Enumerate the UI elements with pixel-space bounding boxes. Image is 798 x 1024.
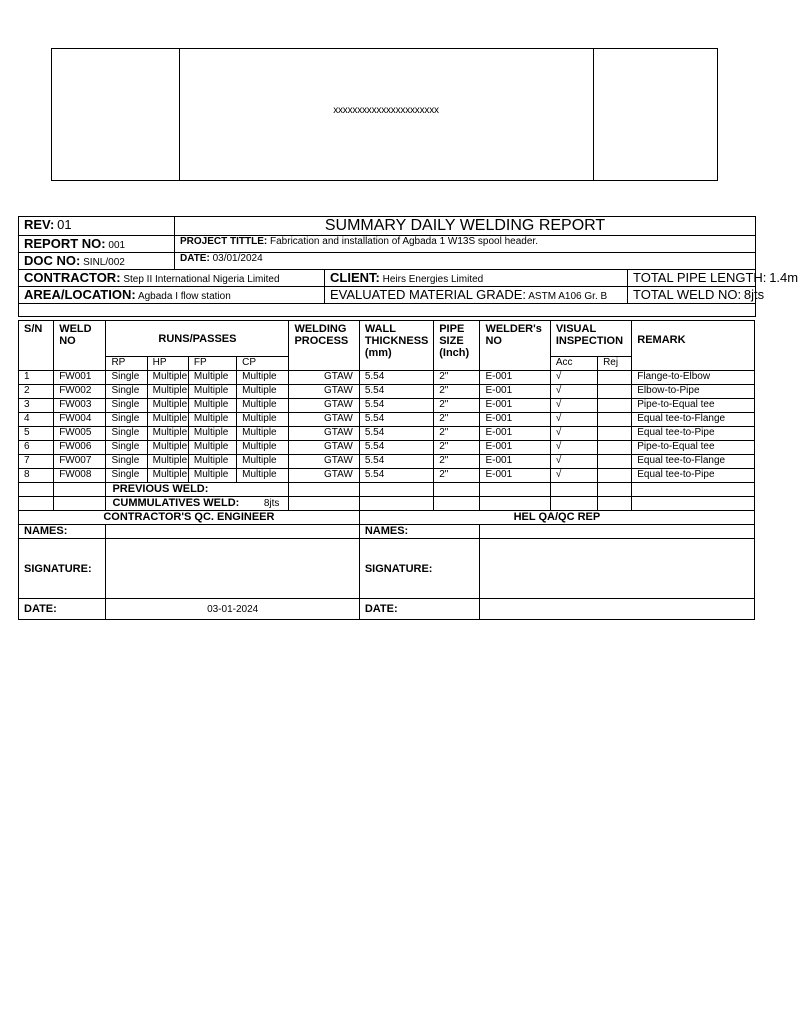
row-hp: Multiple (147, 455, 188, 469)
area-cell: AREA/LOCATION: Agbada I flow station (19, 287, 325, 304)
grade-cell: EVALUATED MATERIAL GRADE: ASTM A106 Gr. B (325, 287, 628, 304)
row-process: GTAW (289, 385, 359, 399)
row-hp: Multiple (147, 441, 188, 455)
row-rej (598, 427, 632, 441)
report-info-table (18, 216, 798, 317)
col-acc: Acc (550, 357, 597, 371)
contractor-qc-title: CONTRACTOR'S QC. ENGINEER (19, 511, 360, 525)
report-no-value: 001 (108, 240, 126, 251)
doc-no-value: SINL/002 (83, 257, 125, 268)
row-rej (598, 469, 632, 483)
col-size: PIPE SIZE (Inch) (434, 321, 480, 371)
row-size: 2" (434, 399, 480, 413)
project-cell: PROJECT TITTLE: Fabrication and installation of Agbada 1 W13S spool header. (175, 236, 756, 253)
row-cp: Multiple (237, 455, 289, 469)
row-acc: √ (550, 385, 597, 399)
row-fp: Multiple (188, 469, 236, 483)
report-no-cell: REPORT NO: 001 (19, 236, 175, 253)
col-welder: WELDER's NO (480, 321, 550, 371)
row-acc: √ (550, 371, 597, 385)
row-cp: Multiple (237, 469, 289, 483)
client-cell: CLIENT: Heirs Energies Limited (325, 270, 628, 287)
row-welder: E-001 (480, 455, 550, 469)
row-sn: 2 (19, 385, 54, 399)
col-fp: FP (188, 357, 236, 371)
row-weld-no: FW003 (54, 399, 106, 413)
row-sn: 5 (19, 427, 54, 441)
row-size: 2" (434, 469, 480, 483)
names-label-right: NAMES: (359, 525, 480, 539)
row-weld-no: FW004 (54, 413, 106, 427)
cumulative-weld-value: 8jts (263, 498, 280, 509)
row-sn: 7 (19, 455, 54, 469)
row-weld-no: FW008 (54, 469, 106, 483)
row-rp: Single (106, 371, 147, 385)
row-size: 2" (434, 385, 480, 399)
row-thickness: 5.54 (359, 413, 433, 427)
pipe-length-value: 1.4m (769, 270, 798, 285)
row-sn: 6 (19, 441, 54, 455)
row-acc: √ (550, 441, 597, 455)
row-size: 2" (434, 413, 480, 427)
col-cp: CP (237, 357, 289, 371)
row-remark: Pipe-to-Equal tee (632, 399, 755, 413)
row-cp: Multiple (237, 399, 289, 413)
row-hp: Multiple (147, 399, 188, 413)
col-rej: Rej (598, 357, 632, 371)
row-rej (598, 413, 632, 427)
row-thickness: 5.54 (359, 469, 433, 483)
table-row (19, 385, 755, 399)
row-cp: Multiple (237, 427, 289, 441)
row-acc: √ (550, 469, 597, 483)
header-placeholder: xxxxxxxxxxxxxxxxxxxxxx (333, 105, 439, 116)
row-fp: Multiple (188, 413, 236, 427)
row-rej (598, 399, 632, 413)
row-sn: 8 (19, 469, 54, 483)
grade-value: ASTM A106 Gr. B (528, 291, 608, 302)
row-size: 2" (434, 441, 480, 455)
weld-no-value: 8jts (743, 287, 765, 302)
names-value-left (106, 525, 359, 539)
contractor-value: Step II International Nigeria Limited (123, 274, 280, 285)
prev-sn (19, 483, 54, 497)
col-thickness: WALL THICKNESS (mm) (359, 321, 433, 371)
row-process: GTAW (289, 413, 359, 427)
row-hp: Multiple (147, 427, 188, 441)
row-process: GTAW (289, 455, 359, 469)
row-fp: Multiple (188, 441, 236, 455)
col-hp: HP (147, 357, 188, 371)
row-cp: Multiple (237, 385, 289, 399)
row-sn: 3 (19, 399, 54, 413)
row-weld-no: FW006 (54, 441, 106, 455)
cumulative-weld-cell: CUMMULATIVES WELD: 8jts (106, 497, 289, 511)
row-fp: Multiple (188, 371, 236, 385)
col-visual: VISUAL INSPECTION (550, 321, 631, 357)
row-hp: Multiple (147, 469, 188, 483)
table-row (19, 399, 755, 413)
report-title: SUMMARY DAILY WELDING REPORT (175, 217, 756, 236)
row-rp: Single (106, 399, 147, 413)
row-rp: Single (106, 385, 147, 399)
row-weld-no: FW002 (54, 385, 106, 399)
row-weld-no: FW007 (54, 455, 106, 469)
cum-sn (19, 497, 54, 511)
row-remark: Flange-to-Elbow (632, 371, 755, 385)
row-hp: Multiple (147, 413, 188, 427)
row-rp: Single (106, 441, 147, 455)
row-rp: Single (106, 413, 147, 427)
row-rp: Single (106, 427, 147, 441)
row-thickness: 5.54 (359, 455, 433, 469)
row-fp: Multiple (188, 385, 236, 399)
table-row (19, 455, 755, 469)
date-value-left: 03-01-2024 (106, 599, 359, 620)
row-rp: Single (106, 455, 147, 469)
names-value-right (480, 525, 755, 539)
date-label-left: DATE: (19, 599, 106, 620)
row-thickness: 5.54 (359, 371, 433, 385)
row-remark: Pipe-to-Equal tee (632, 441, 755, 455)
weld-rows (19, 371, 755, 483)
previous-weld-label: PREVIOUS WELD: (106, 483, 289, 497)
col-rp: RP (106, 357, 147, 371)
row-size: 2" (434, 455, 480, 469)
row-sn: 4 (19, 413, 54, 427)
weld-no-cell: TOTAL WELD NO: 8jts (628, 287, 756, 304)
row-process: GTAW (289, 371, 359, 385)
row-process: GTAW (289, 441, 359, 455)
row-welder: E-001 (480, 399, 550, 413)
row-remark: Equal tee-to-Pipe (632, 427, 755, 441)
header-divider-right (593, 49, 594, 180)
col-sn: S/N (19, 321, 54, 371)
signature-value-right (480, 539, 755, 599)
row-fp: Multiple (188, 455, 236, 469)
client-value: Heirs Energies Limited (382, 274, 484, 285)
row-remark: Equal tee-to-Pipe (632, 469, 755, 483)
col-runs: RUNS/PASSES (106, 321, 289, 357)
row-weld-no: FW001 (54, 371, 106, 385)
row-process: GTAW (289, 469, 359, 483)
row-welder: E-001 (480, 413, 550, 427)
col-process: WELDING PROCESS (289, 321, 359, 371)
row-acc: √ (550, 413, 597, 427)
row-acc: √ (550, 455, 597, 469)
signature-label-right: SIGNATURE: (359, 539, 480, 599)
row-size: 2" (434, 427, 480, 441)
header-box (51, 48, 718, 181)
row-process: GTAW (289, 399, 359, 413)
row-remark: Equal tee-to-Flange (632, 413, 755, 427)
table-row (19, 371, 755, 385)
row-welder: E-001 (480, 371, 550, 385)
date-value-right (480, 599, 755, 620)
row-cp: Multiple (237, 413, 289, 427)
row-welder: E-001 (480, 427, 550, 441)
row-welder: E-001 (480, 469, 550, 483)
row-acc: √ (550, 427, 597, 441)
weld-table (18, 320, 755, 620)
row-rej (598, 455, 632, 469)
row-welder: E-001 (480, 441, 550, 455)
row-acc: √ (550, 399, 597, 413)
signature-value-left (106, 539, 359, 599)
project-value: Fabrication and installation of Agbada 1 W13S spool header. (270, 236, 538, 247)
table-row (19, 441, 755, 455)
table-row (19, 413, 755, 427)
row-hp: Multiple (147, 385, 188, 399)
row-remark: Equal tee-to-Flange (632, 455, 755, 469)
row-fp: Multiple (188, 399, 236, 413)
row-rej (598, 385, 632, 399)
row-cp: Multiple (237, 371, 289, 385)
row-welder: E-001 (480, 385, 550, 399)
row-rp: Single (106, 469, 147, 483)
row-remark: Elbow-to-Pipe (632, 385, 755, 399)
row-fp: Multiple (188, 427, 236, 441)
hel-qc-title: HEL QA/QC REP (359, 511, 754, 525)
contractor-cell: CONTRACTOR: Step II International Nigeria Limited (19, 270, 325, 287)
area-value: Agbada I flow station (137, 291, 231, 302)
row-rej (598, 371, 632, 385)
row-size: 2" (434, 371, 480, 385)
rev-cell: REV: 01 (19, 217, 175, 236)
pipe-length-cell: TOTAL PIPE LENGTH: 1.4m (628, 270, 756, 287)
doc-no-cell: DOC NO: SINL/002 (19, 253, 175, 270)
row-weld-no: FW005 (54, 427, 106, 441)
date-cell: DATE: 03/01/2024 (175, 253, 756, 270)
row-sn: 1 (19, 371, 54, 385)
row-thickness: 5.54 (359, 427, 433, 441)
names-label-left: NAMES: (19, 525, 106, 539)
row-hp: Multiple (147, 371, 188, 385)
row-rej (598, 441, 632, 455)
rev-value: 01 (57, 217, 72, 232)
row-cp: Multiple (237, 441, 289, 455)
date-value: 03/01/2024 (212, 253, 263, 264)
date-label-right: DATE: (359, 599, 480, 620)
table-row (19, 469, 755, 483)
signature-label-left: SIGNATURE: (19, 539, 106, 599)
row-process: GTAW (289, 427, 359, 441)
spacer-row (19, 304, 756, 317)
col-remark: REMARK (632, 321, 755, 371)
table-row (19, 427, 755, 441)
row-thickness: 5.54 (359, 385, 433, 399)
row-thickness: 5.54 (359, 399, 433, 413)
col-weld-no: WELD NO (54, 321, 106, 371)
row-thickness: 5.54 (359, 441, 433, 455)
